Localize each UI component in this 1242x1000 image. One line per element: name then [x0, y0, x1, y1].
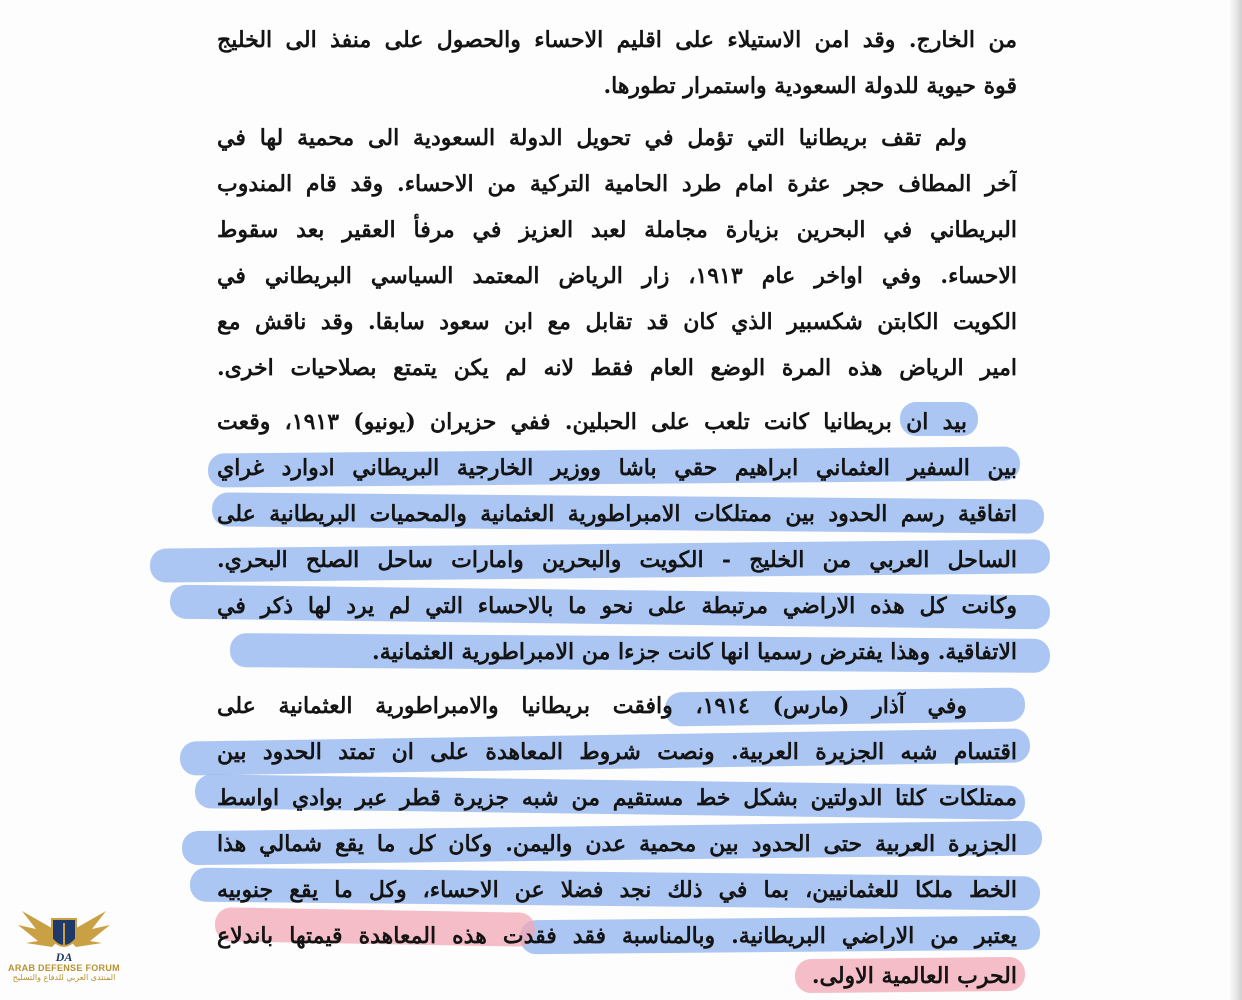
text-line: الاتفاقية. وهذا يفترض رسميا انها كانت جزءا من الامبراطورية العثمانية.	[372, 639, 1017, 665]
text-line: الساحل العربي من الخليج - الكويت والبحرين وامارات ساحل الصلح البحري.	[217, 547, 1017, 573]
eagle-emblem-icon	[14, 905, 114, 963]
text-line: آخر المطاف حجر عثرة امام طرد الحامية التركية من الاحساء. وقد قام المندوب	[217, 171, 1017, 197]
text-line: بين السفير العثماني ابراهيم حقي باشا ووزير الخارجية البريطاني ادوارد غراي	[217, 455, 1017, 481]
logo-name-en: ARAB DEFENSE FORUM	[8, 963, 120, 973]
logo-name-ar: المنتدى العربي للدفاع والتسليح	[12, 973, 116, 982]
text-line: الجزيرة العربية حتى الحدود بين محمية عدن واليمن. وكان كل ما يقع شمالي هذا	[217, 831, 1017, 857]
text-line: الحرب العالمية الاولى.	[811, 963, 1017, 989]
text-line: ولم تقف بريطانيا التي تؤمل في تحويل الدولة السعودية الى محمية لها في	[217, 125, 967, 151]
text-line: يعتبر من الاراضي البريطانية. وبالمناسبة فقد فقدت هذه المعاهدة قيمتها باندلاع	[217, 923, 1017, 949]
logo-monogram: DA	[55, 950, 73, 963]
text-line: البريطاني في البحرين بزيارة مجاملة لعبد العزيز في مرفأ العقير بعد سقوط	[217, 217, 1017, 243]
forum-logo	[8, 905, 120, 997]
text-line: بيد ان بريطانيا كانت تلعب على الحبلين. ففي حزيران (يونيو) ١٩١٣، وقعت	[217, 409, 967, 435]
text-line: اقتسام شبه الجزيرة العربية. ونصت شروط المعاهدة على ان تمتد الحدود بين	[217, 739, 1017, 765]
text-line: قوة حيوية للدولة السعودية واستمرار تطورها.	[603, 73, 1017, 99]
text-line: من الخارج. وقد امن الاستيلاء على اقليم الاحساء والحصول على منفذ الى الخليج	[217, 27, 1017, 53]
text-line: امير الرياض هذه المرة الوضع العام فقط لانه لم يكن يتمتع بصلاحيات اخرى.	[217, 355, 1017, 381]
page-edge	[1228, 0, 1242, 1000]
text-line: وفي آذار (مارس) ١٩١٤، وافقت بريطانيا والامبراطورية العثمانية على	[217, 693, 967, 719]
text-line: ممتلكات كلتا الدولتين بشكل خط مستقيم من شبه جزيرة قطر عبر بوادي اواسط	[217, 785, 1017, 811]
text-line: الكويت الكابتن شكسبير الذي كان قد تقابل مع ابن سعود سابقا. وقد ناقش مع	[217, 309, 1017, 335]
text-line: اتفاقية رسم الحدود بين ممتلكات الامبراطورية العثمانية والمحميات البريطانية على	[217, 501, 1017, 527]
text-line: الاحساء. وفي اواخر عام ١٩١٣، زار الرياض المعتمد السياسي البريطاني في	[217, 263, 1017, 289]
text-line: وكانت كل هذه الاراضي مرتبطة على نحو ما بالاحساء التي لم يرد لها ذكر في	[217, 593, 1017, 619]
text-line: الخط ملكا للعثمانيين، بما في ذلك نجد فضلا عن الاحساء، وكل ما يقع جنوبيه	[217, 877, 1017, 903]
